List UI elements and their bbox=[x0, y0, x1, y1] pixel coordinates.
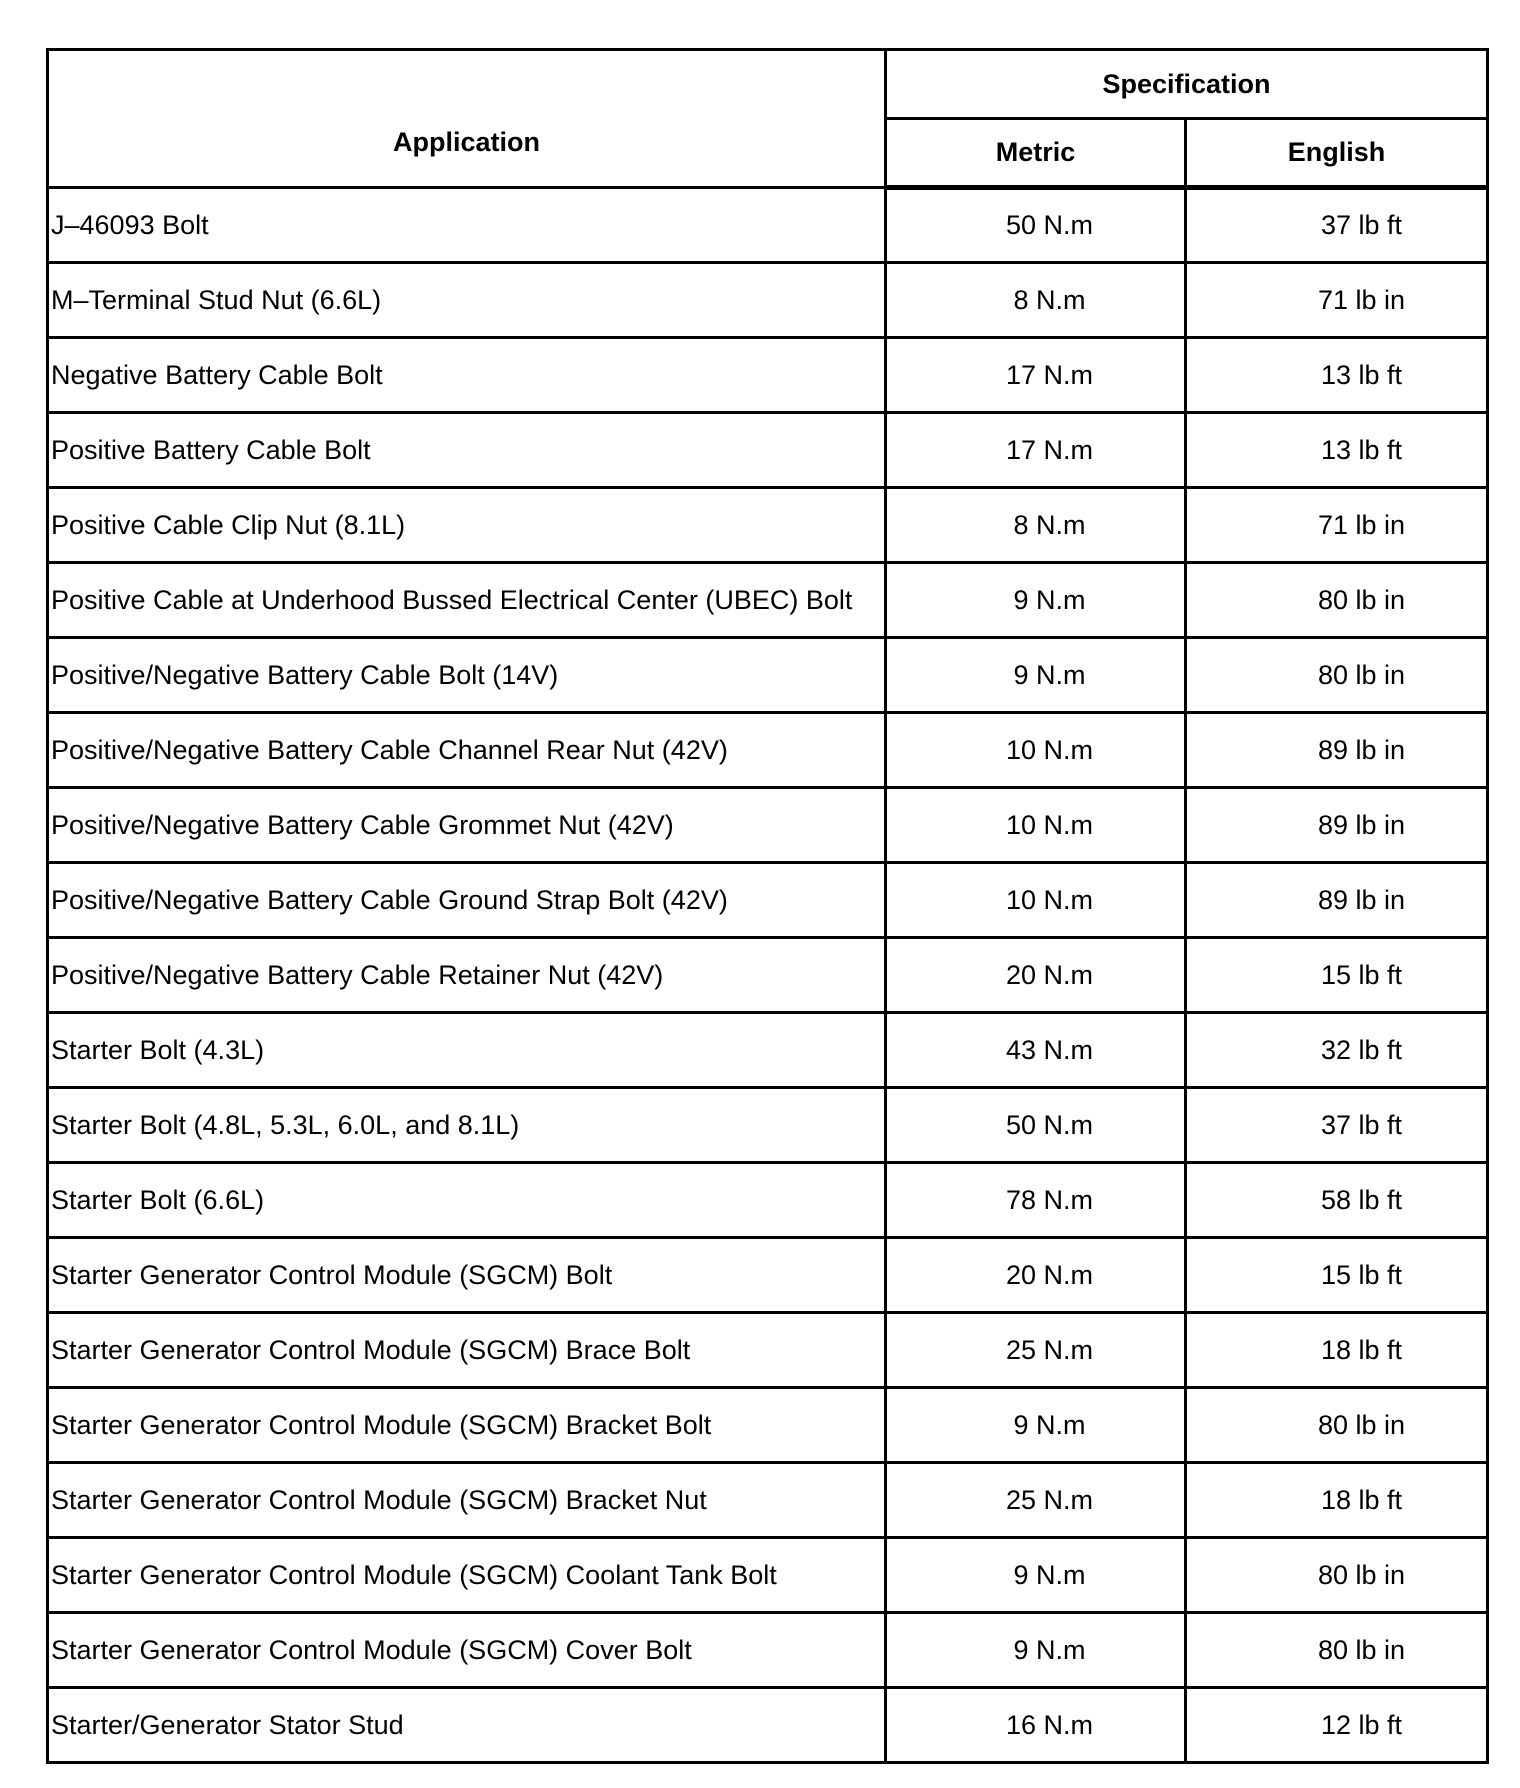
table-row bbox=[48, 188, 1488, 263]
table-row bbox=[48, 338, 1488, 413]
metric-cell: 25 N.m bbox=[886, 1463, 1186, 1538]
english-cell: 89 lb in bbox=[1186, 863, 1488, 938]
metric-cell: 9 N.m bbox=[886, 1388, 1186, 1463]
application-cell: Positive/Negative Battery Cable Channel Rear Nut (42V) bbox=[48, 713, 886, 788]
table-row bbox=[48, 938, 1488, 1013]
application-cell: Starter Bolt (4.3L) bbox=[48, 1013, 886, 1088]
metric-cell: 43 N.m bbox=[886, 1013, 1186, 1088]
english-cell: 71 lb in bbox=[1186, 263, 1488, 338]
english-cell: 80 lb in bbox=[1186, 638, 1488, 713]
application-cell: Starter Generator Control Module (SGCM) Bracket Nut bbox=[48, 1463, 886, 1538]
table-row bbox=[48, 1088, 1488, 1163]
metric-cell: 78 N.m bbox=[886, 1163, 1186, 1238]
english-cell: 89 lb in bbox=[1186, 788, 1488, 863]
metric-cell: 20 N.m bbox=[886, 938, 1186, 1013]
metric-cell: 25 N.m bbox=[886, 1313, 1186, 1388]
english-cell: 80 lb in bbox=[1186, 563, 1488, 638]
table-row bbox=[48, 1463, 1488, 1538]
metric-cell: 9 N.m bbox=[886, 563, 1186, 638]
application-cell: Positive Battery Cable Bolt bbox=[48, 413, 886, 488]
application-cell: Starter Generator Control Module (SGCM) Brace Bolt bbox=[48, 1313, 886, 1388]
table-row bbox=[48, 1313, 1488, 1388]
metric-cell: 8 N.m bbox=[886, 488, 1186, 563]
english-cell: 80 lb in bbox=[1186, 1538, 1488, 1613]
english-cell: 58 lb ft bbox=[1186, 1163, 1488, 1238]
english-cell: 37 lb ft bbox=[1186, 1088, 1488, 1163]
english-cell: 15 lb ft bbox=[1186, 1238, 1488, 1313]
table-header bbox=[48, 50, 1488, 188]
table-row bbox=[48, 863, 1488, 938]
application-cell: Positive/Negative Battery Cable Ground Strap Bolt (42V) bbox=[48, 863, 886, 938]
english-cell: 12 lb ft bbox=[1186, 1688, 1488, 1763]
application-cell: J–46093 Bolt bbox=[48, 188, 886, 263]
english-cell: 18 lb ft bbox=[1186, 1463, 1488, 1538]
application-header: Application bbox=[48, 50, 886, 188]
english-cell: 89 lb in bbox=[1186, 713, 1488, 788]
table-row bbox=[48, 1613, 1488, 1688]
application-cell: Starter Generator Control Module (SGCM) Bolt bbox=[48, 1238, 886, 1313]
metric-cell: 10 N.m bbox=[886, 713, 1186, 788]
english-cell: 13 lb ft bbox=[1186, 413, 1488, 488]
table-row bbox=[48, 638, 1488, 713]
english-cell: 15 lb ft bbox=[1186, 938, 1488, 1013]
metric-cell: 9 N.m bbox=[886, 1538, 1186, 1613]
table-row bbox=[48, 1688, 1488, 1763]
table-row bbox=[48, 1238, 1488, 1313]
metric-cell: 9 N.m bbox=[886, 638, 1186, 713]
table-row bbox=[48, 563, 1488, 638]
metric-cell: 10 N.m bbox=[886, 788, 1186, 863]
table-row bbox=[48, 1013, 1488, 1088]
english-cell: 13 lb ft bbox=[1186, 338, 1488, 413]
specification-header: Specification bbox=[886, 50, 1488, 119]
application-cell: Positive/Negative Battery Cable Grommet Nut (42V) bbox=[48, 788, 886, 863]
table-body bbox=[48, 188, 1488, 1763]
application-cell: Starter Bolt (4.8L, 5.3L, 6.0L, and 8.1L) bbox=[48, 1088, 886, 1163]
application-cell: Starter/Generator Stator Stud bbox=[48, 1688, 886, 1763]
metric-header: Metric bbox=[886, 119, 1186, 188]
table-row bbox=[48, 788, 1488, 863]
english-header: English bbox=[1186, 119, 1488, 188]
fastener-torque-table bbox=[46, 48, 1489, 1764]
application-cell: Starter Generator Control Module (SGCM) Bracket Bolt bbox=[48, 1388, 886, 1463]
table-row bbox=[48, 413, 1488, 488]
application-cell: Starter Generator Control Module (SGCM) Cover Bolt bbox=[48, 1613, 886, 1688]
english-cell: 37 lb ft bbox=[1186, 188, 1488, 263]
metric-cell: 10 N.m bbox=[886, 863, 1186, 938]
application-cell: Negative Battery Cable Bolt bbox=[48, 338, 886, 413]
metric-cell: 16 N.m bbox=[886, 1688, 1186, 1763]
header-row-top bbox=[48, 50, 1488, 119]
table-row bbox=[48, 263, 1488, 338]
metric-cell: 17 N.m bbox=[886, 338, 1186, 413]
metric-cell: 17 N.m bbox=[886, 413, 1186, 488]
english-cell: 71 lb in bbox=[1186, 488, 1488, 563]
table-row bbox=[48, 1163, 1488, 1238]
application-cell: Starter Generator Control Module (SGCM) Coolant Tank Bolt bbox=[48, 1538, 886, 1613]
english-cell: 18 lb ft bbox=[1186, 1313, 1488, 1388]
application-cell: Positive/Negative Battery Cable Bolt (14V) bbox=[48, 638, 886, 713]
english-cell: 80 lb in bbox=[1186, 1613, 1488, 1688]
metric-cell: 9 N.m bbox=[886, 1613, 1186, 1688]
application-cell: Positive Cable at Underhood Bussed Electrical Center (UBEC) Bolt bbox=[48, 563, 886, 638]
application-cell: Starter Bolt (6.6L) bbox=[48, 1163, 886, 1238]
table-row bbox=[48, 1538, 1488, 1613]
application-cell: Positive/Negative Battery Cable Retainer Nut (42V) bbox=[48, 938, 886, 1013]
table-row bbox=[48, 1388, 1488, 1463]
application-cell: M–Terminal Stud Nut (6.6L) bbox=[48, 263, 886, 338]
metric-cell: 50 N.m bbox=[886, 188, 1186, 263]
metric-cell: 8 N.m bbox=[886, 263, 1186, 338]
table-row bbox=[48, 488, 1488, 563]
metric-cell: 50 N.m bbox=[886, 1088, 1186, 1163]
metric-cell: 20 N.m bbox=[886, 1238, 1186, 1313]
table-row bbox=[48, 713, 1488, 788]
english-cell: 80 lb in bbox=[1186, 1388, 1488, 1463]
application-cell: Positive Cable Clip Nut (8.1L) bbox=[48, 488, 886, 563]
english-cell: 32 lb ft bbox=[1186, 1013, 1488, 1088]
